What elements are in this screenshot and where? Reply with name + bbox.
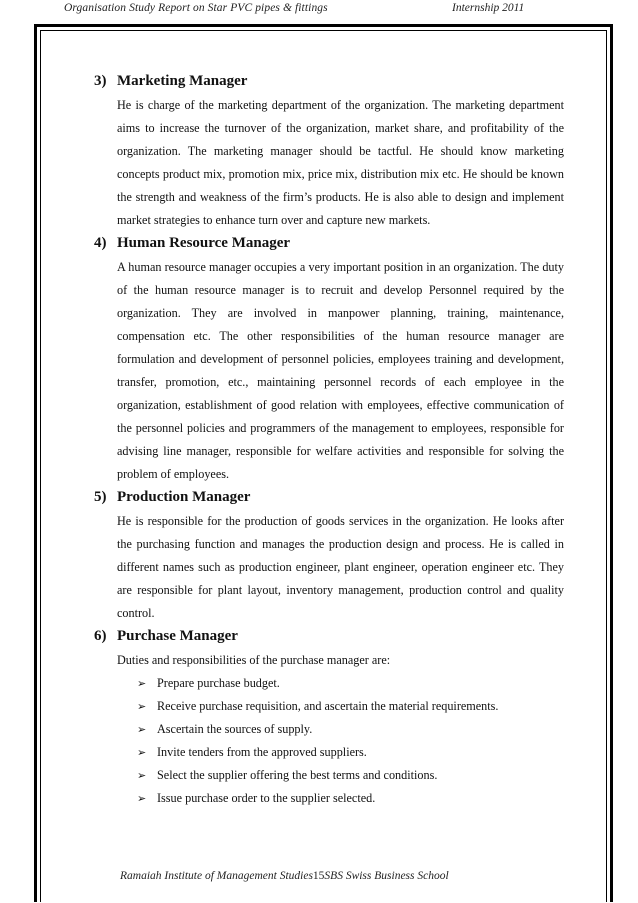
page-number: 15 <box>312 870 325 882</box>
section-number: 3) <box>94 73 107 89</box>
section-title: Production Manager <box>117 489 251 505</box>
list-item-text: Issue purchase order to the supplier selected. <box>157 791 376 805</box>
arrowhead-bullet-icon: ➢ <box>137 723 147 736</box>
list-item <box>137 764 564 787</box>
list-item <box>137 695 564 718</box>
section-title: Marketing Manager <box>117 73 248 89</box>
section-purchase-manager <box>94 626 564 810</box>
footer-school: SBS Swiss Business School <box>324 870 449 882</box>
footer-institute: Ramaiah Institute of Management Studies <box>120 870 313 882</box>
duties-list <box>94 672 564 810</box>
section-heading <box>94 71 564 91</box>
section-title: Purchase Manager <box>117 628 238 644</box>
arrowhead-bullet-icon: ➢ <box>137 792 147 805</box>
page-content <box>94 71 564 810</box>
section-paragraph: He is charge of the marketing department of the organization. The marketing department aims to increase the turnover of the organization, market share, and profitability of the organization. The marketing manager should be tactful. He should know marketing concepts product mix, promotion mix, price mix, distribution mix etc. He should be known the strength and weakness of the firm’s products. He is also able to design and implement market strategies to enhance turn over and capture new markets. <box>117 98 564 227</box>
section-paragraph: He is responsible for the production of goods services in the organization. He looks after the purchasing function and manages the production design and process. He is called in different names such as production engineer, plant engineer, operation engineer etc. They are responsible for plant layout, inventory management, production control and quality control. <box>117 514 564 620</box>
list-item-text: Prepare purchase budget. <box>157 676 280 690</box>
list-item <box>137 672 564 695</box>
running-footer <box>120 870 449 888</box>
list-item <box>137 787 564 810</box>
section-production-manager <box>94 487 564 625</box>
section-heading <box>94 487 564 507</box>
arrowhead-bullet-icon: ➢ <box>137 677 147 690</box>
section-paragraph: A human resource manager occupies a very important position in an organization. The duty of the human resource manager is to recruit and develop Personnel required by the organization. They are involved in manpower planning, training, maintenance, compensation etc. The other responsibilities of the human resource manager are formulation and development of personnel policies, employees training and development, transfer, promotion, etc., maintaining personnel records of each employee in the organization, establishment of good relation with employees, effective communication of the personnel policies and programmers of the management to employees, responsible for advising line manager, responsible for welfare activities and responsible for solving the problem of employees. <box>117 260 564 481</box>
running-header-title: Organisation Study Report on Star PVC pipes & fittings <box>64 2 328 14</box>
list-item <box>137 741 564 764</box>
list-item <box>137 718 564 741</box>
section-number: 4) <box>94 235 107 251</box>
section-number: 5) <box>94 489 107 505</box>
section-number: 6) <box>94 628 107 644</box>
section-paragraph: Duties and responsibilities of the purchase manager are: <box>117 653 391 667</box>
arrowhead-bullet-icon: ➢ <box>137 746 147 759</box>
section-human-resource-manager <box>94 233 564 486</box>
arrowhead-bullet-icon: ➢ <box>137 769 147 782</box>
section-heading <box>94 233 564 253</box>
list-item-text: Receive purchase requisition, and ascertain the material requirements. <box>157 699 499 713</box>
list-item-text: Ascertain the sources of supply. <box>157 722 313 736</box>
arrowhead-bullet-icon: ➢ <box>137 700 147 713</box>
running-header-year: Internship 2011 <box>452 2 525 14</box>
section-title: Human Resource Manager <box>117 235 291 251</box>
section-heading <box>94 626 564 646</box>
section-marketing-manager <box>94 71 564 232</box>
list-item-text: Select the supplier offering the best terms and conditions. <box>157 768 438 782</box>
list-item-text: Invite tenders from the approved suppliers. <box>157 745 367 759</box>
